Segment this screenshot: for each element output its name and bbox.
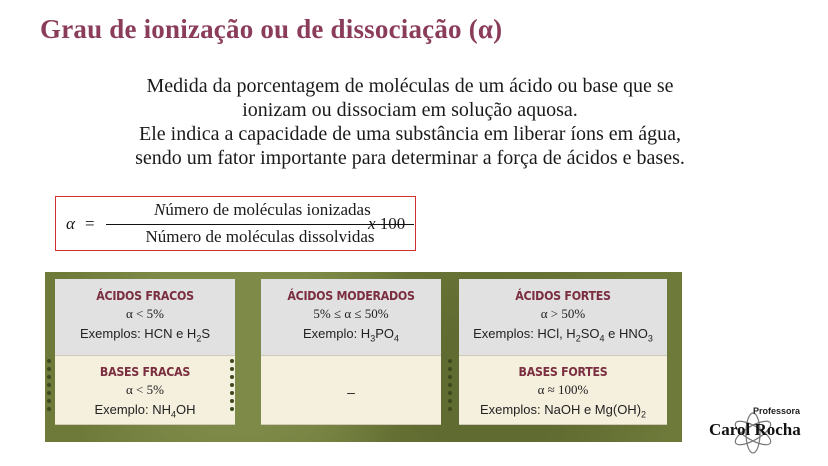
weak-acid-example-sub: 2	[196, 333, 202, 344]
strong-acid-example-sub: 2	[575, 333, 581, 344]
weak-acid-example	[55, 326, 235, 344]
strong-base-example	[459, 402, 667, 420]
card-weak-acid	[55, 279, 235, 356]
formula-numerator	[154, 200, 371, 220]
perforation-mid-left	[228, 355, 236, 415]
moderate-acid-example-text: Exemplo: H	[302, 326, 371, 341]
strong-acid-header: ÁCIDOS FORTES	[515, 289, 611, 303]
perforation-left	[45, 355, 53, 415]
page-title: Grau de ionização ou de dissociação (α)	[40, 14, 503, 44]
description-line-1: Medida da porcentagem de moléculas de um ácido ou base que se	[146, 75, 674, 97]
strong-acid-example-mid2: e HNO	[604, 326, 648, 341]
description	[40, 74, 780, 170]
moderate-acid-header: ÁCIDOS MODERADOS	[287, 289, 415, 303]
perforation-mid-right	[446, 355, 454, 415]
strong-acid-example-sub3: 3	[647, 333, 653, 344]
weak-base-value: α < 5%	[126, 382, 164, 397]
formula-multiplier-value: 100	[379, 214, 406, 233]
strong-base-header: BASES FORTES	[518, 365, 608, 379]
weak-acid-example-end: S	[201, 326, 210, 341]
description-line-2: ionizam ou dissociam em solução aquosa.	[242, 99, 578, 121]
formula-numerator-initial: N	[154, 200, 166, 219]
formula-numerator-text: úmero de moléculas ionizadas	[165, 200, 371, 219]
brand-logo	[703, 402, 813, 460]
formula-box	[55, 196, 416, 251]
moderate-acid-example	[261, 326, 441, 344]
strong-acid-example-mid: SO	[580, 326, 600, 341]
card-strong	[459, 279, 667, 425]
weak-base-example-text: Exemplo: NH	[94, 402, 172, 417]
moderate-acid-value: 5% ≤ α ≤ 50%	[313, 306, 389, 321]
weak-acid-example-text: Exemplos: HCN e H	[80, 326, 197, 341]
moderate-acid-example-sub2: 4	[394, 333, 400, 344]
logo-subtitle: Professora	[753, 406, 801, 416]
card-moderate	[261, 279, 441, 425]
card-weak-base	[55, 356, 235, 425]
formula-alpha: α	[66, 214, 75, 233]
weak-acid-header: ÁCIDOS FRACOS	[96, 289, 194, 303]
description-line-3: Ele indica a capacidade de uma substância em liberar íons em água,	[139, 123, 681, 145]
moderate-base-dash: –	[347, 384, 355, 400]
strong-acid-example	[459, 326, 667, 344]
strong-base-value: α ≈ 100%	[537, 382, 589, 397]
strong-acid-example-sub2: 4	[599, 333, 605, 344]
card-strong-acid	[459, 279, 667, 356]
card-moderate-base	[261, 356, 441, 425]
weak-base-example-sub: 4	[171, 409, 177, 420]
strong-base-example-text: Exemplos: NaOH e Mg(OH)	[479, 402, 642, 417]
strong-base-example-sub: 2	[641, 409, 647, 420]
weak-acid-value: α < 5%	[126, 306, 164, 321]
description-line-4: sendo um fator importante para determinar a força de ácidos e bases.	[135, 147, 685, 169]
weak-base-header: BASES FRACAS	[99, 365, 191, 379]
formula-denominator: Número de moléculas dissolvidas	[145, 227, 375, 246]
weak-base-example	[55, 402, 235, 420]
card-weak	[55, 279, 235, 425]
card-moderate-acid	[261, 279, 441, 356]
formula-equals: =	[85, 214, 95, 233]
strong-acid-value: α > 50%	[540, 306, 586, 321]
logo-name: Carol Rocha	[709, 420, 801, 439]
strong-acid-example-text: Exemplos: HCl, H	[473, 326, 576, 341]
weak-base-example-end: OH	[176, 402, 196, 417]
card-strong-base	[459, 356, 667, 425]
moderate-acid-example-mid: PO	[375, 326, 394, 341]
formula-multiplier-x: x	[368, 214, 376, 233]
moderate-acid-example-sub: 3	[370, 333, 376, 344]
formula-multiplier	[368, 214, 405, 234]
